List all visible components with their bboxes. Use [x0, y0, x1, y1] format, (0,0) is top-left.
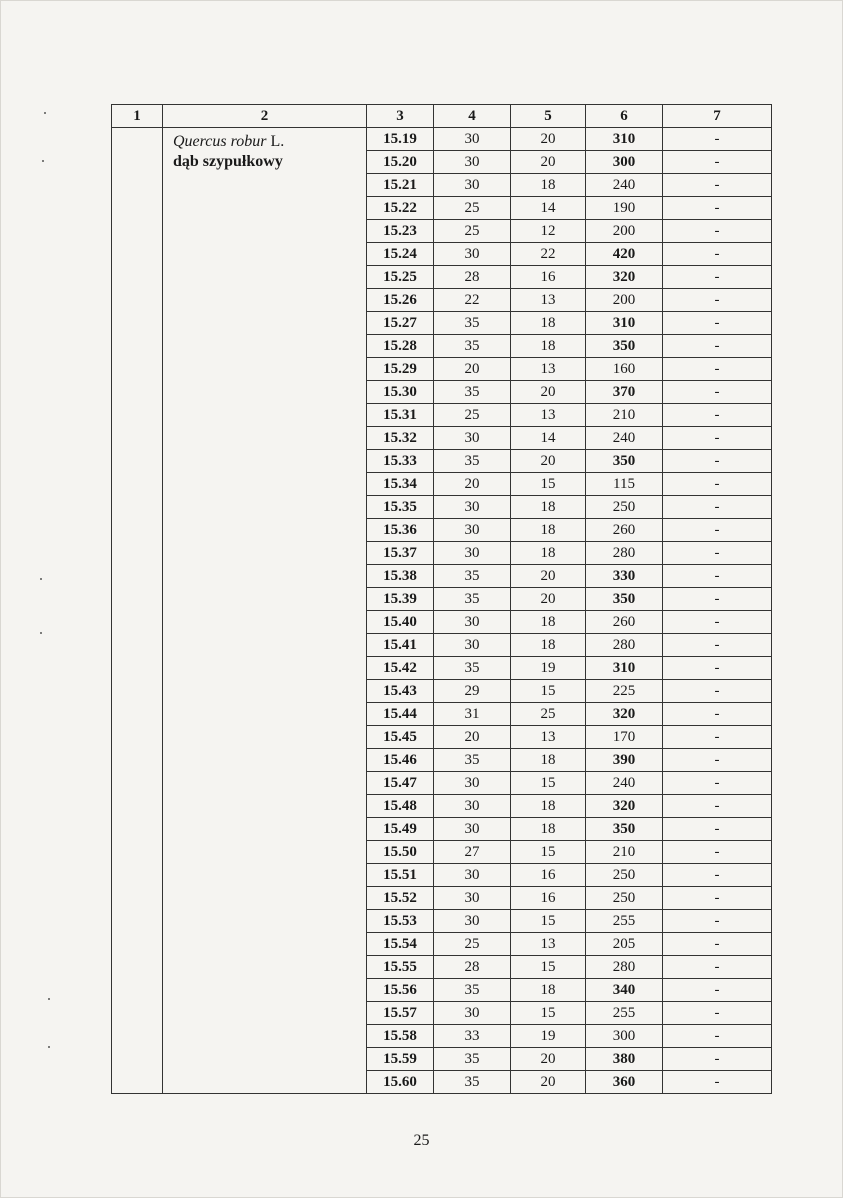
column-6-cell: 310 — [586, 312, 663, 335]
tree-number-cell: 15.39 — [367, 588, 434, 611]
column-6-cell: 370 — [586, 381, 663, 404]
tree-number-cell: 15.36 — [367, 519, 434, 542]
page-number: 25 — [413, 1132, 430, 1149]
tree-number-cell: 15.26 — [367, 289, 434, 312]
column-7-cell: - — [663, 657, 772, 680]
column-7-cell: - — [663, 335, 772, 358]
column-7-cell: - — [663, 519, 772, 542]
scan-speck — [42, 160, 44, 162]
column-4-cell: 30 — [434, 174, 511, 197]
column-5-cell: 15 — [511, 841, 586, 864]
tree-number-cell: 15.58 — [367, 1025, 434, 1048]
column-6-cell: 280 — [586, 634, 663, 657]
column-5-cell: 18 — [511, 335, 586, 358]
column-6-cell: 260 — [586, 611, 663, 634]
column-5-cell: 15 — [511, 772, 586, 795]
column-7-cell: - — [663, 1071, 772, 1094]
column-4-cell: 30 — [434, 519, 511, 542]
column-7-cell: - — [663, 1025, 772, 1048]
column-6-cell: 250 — [586, 887, 663, 910]
column-7-cell: - — [663, 841, 772, 864]
column-4-cell: 35 — [434, 450, 511, 473]
column-7-cell: - — [663, 496, 772, 519]
column-5-cell: 16 — [511, 266, 586, 289]
tree-number-cell: 15.59 — [367, 1048, 434, 1071]
column-5-cell: 20 — [511, 588, 586, 611]
column-7-cell: - — [663, 542, 772, 565]
tree-number-cell: 15.45 — [367, 726, 434, 749]
column-4-cell: 35 — [434, 335, 511, 358]
column-5-cell: 20 — [511, 151, 586, 174]
column-6-cell: 160 — [586, 358, 663, 381]
column-4-cell: 29 — [434, 680, 511, 703]
column-4-cell: 30 — [434, 634, 511, 657]
column-5-cell: 18 — [511, 979, 586, 1002]
column-4-cell: 30 — [434, 496, 511, 519]
column-4-cell: 25 — [434, 197, 511, 220]
tree-number-cell: 15.37 — [367, 542, 434, 565]
tree-number-cell: 15.19 — [367, 128, 434, 151]
column-4-cell: 20 — [434, 726, 511, 749]
tree-number-cell: 15.51 — [367, 864, 434, 887]
tree-number-cell: 15.41 — [367, 634, 434, 657]
tree-number-cell: 15.35 — [367, 496, 434, 519]
column-6-cell: 350 — [586, 588, 663, 611]
column-6-cell: 200 — [586, 220, 663, 243]
column-4-cell: 30 — [434, 910, 511, 933]
column-5-cell: 18 — [511, 795, 586, 818]
column-5-cell: 15 — [511, 1002, 586, 1025]
column-5-cell: 18 — [511, 312, 586, 335]
scan-speck — [48, 998, 50, 1000]
column-6-cell: 240 — [586, 427, 663, 450]
column-6-cell: 390 — [586, 749, 663, 772]
column-5-cell: 18 — [511, 542, 586, 565]
column-6-cell: 205 — [586, 933, 663, 956]
column-6-cell: 255 — [586, 1002, 663, 1025]
column-5-cell: 18 — [511, 611, 586, 634]
column-4-cell: 30 — [434, 427, 511, 450]
tree-number-cell: 15.29 — [367, 358, 434, 381]
column-7-cell: - — [663, 634, 772, 657]
column-7-cell: - — [663, 381, 772, 404]
column-5-cell: 13 — [511, 726, 586, 749]
column-6-cell: 350 — [586, 818, 663, 841]
column-4-cell: 35 — [434, 565, 511, 588]
column-7-cell: - — [663, 933, 772, 956]
column-4-cell: 25 — [434, 404, 511, 427]
column-4-cell: 35 — [434, 979, 511, 1002]
column-6-cell: 250 — [586, 496, 663, 519]
column-4-cell: 35 — [434, 657, 511, 680]
tree-number-cell: 15.28 — [367, 335, 434, 358]
column-5-cell: 19 — [511, 657, 586, 680]
column-6-cell: 420 — [586, 243, 663, 266]
column-7-cell: - — [663, 979, 772, 1002]
column-5-cell: 18 — [511, 818, 586, 841]
tree-number-cell: 15.42 — [367, 657, 434, 680]
column-7-cell: - — [663, 404, 772, 427]
column-5-cell: 22 — [511, 243, 586, 266]
tree-number-cell: 15.25 — [367, 266, 434, 289]
column-5-cell: 18 — [511, 634, 586, 657]
column-4-cell: 31 — [434, 703, 511, 726]
column-4-cell: 30 — [434, 542, 511, 565]
tree-number-cell: 15.20 — [367, 151, 434, 174]
column-6-cell: 225 — [586, 680, 663, 703]
tree-number-cell: 15.40 — [367, 611, 434, 634]
tree-number-cell: 15.31 — [367, 404, 434, 427]
column-5-cell: 13 — [511, 404, 586, 427]
column-7-cell: - — [663, 427, 772, 450]
tree-number-cell: 15.23 — [367, 220, 434, 243]
column-7-cell: - — [663, 611, 772, 634]
column-5-cell: 15 — [511, 956, 586, 979]
column-5-cell: 18 — [511, 519, 586, 542]
column-4-cell: 30 — [434, 128, 511, 151]
column-5-cell: 15 — [511, 680, 586, 703]
column-6-cell: 255 — [586, 910, 663, 933]
species-common-name: dąb szypułkowy — [173, 153, 283, 170]
column-5-cell: 18 — [511, 496, 586, 519]
column-4-cell: 20 — [434, 358, 511, 381]
column-7-cell: - — [663, 726, 772, 749]
column-6-cell: 210 — [586, 404, 663, 427]
column-4-cell: 20 — [434, 473, 511, 496]
column-5-cell: 16 — [511, 887, 586, 910]
tree-number-cell: 15.49 — [367, 818, 434, 841]
column-6-cell: 350 — [586, 450, 663, 473]
species-author: L. — [270, 133, 285, 150]
column-5-cell: 18 — [511, 174, 586, 197]
tree-number-cell: 15.54 — [367, 933, 434, 956]
column-7-cell: - — [663, 450, 772, 473]
column-4-cell: 30 — [434, 818, 511, 841]
tree-number-cell: 15.33 — [367, 450, 434, 473]
column-5-cell: 15 — [511, 473, 586, 496]
tree-number-cell: 15.24 — [367, 243, 434, 266]
column-7-cell: - — [663, 312, 772, 335]
column-4-cell: 35 — [434, 1071, 511, 1094]
scan-speck — [40, 632, 42, 634]
tree-number-cell: 15.30 — [367, 381, 434, 404]
column-7-cell: - — [663, 197, 772, 220]
column-6-cell: 300 — [586, 1025, 663, 1048]
column-6-cell: 320 — [586, 795, 663, 818]
tree-number-cell: 15.57 — [367, 1002, 434, 1025]
tree-number-cell: 15.50 — [367, 841, 434, 864]
column-7-cell: - — [663, 680, 772, 703]
column-6-cell: 190 — [586, 197, 663, 220]
column-7-cell: - — [663, 565, 772, 588]
column-4-cell: 30 — [434, 795, 511, 818]
column-6-cell: 200 — [586, 289, 663, 312]
column-5-cell: 16 — [511, 864, 586, 887]
column-4-cell: 35 — [434, 749, 511, 772]
tree-number-cell: 15.46 — [367, 749, 434, 772]
column-5-cell: 13 — [511, 358, 586, 381]
column-7-cell: - — [663, 151, 772, 174]
column-header-7: 7 — [663, 105, 772, 128]
column-6-cell: 210 — [586, 841, 663, 864]
column-4-cell: 30 — [434, 243, 511, 266]
column-7-cell: - — [663, 749, 772, 772]
tree-number-cell: 15.32 — [367, 427, 434, 450]
tree-inventory-table — [111, 104, 772, 1094]
column-5-cell: 15 — [511, 910, 586, 933]
tree-number-cell: 15.55 — [367, 956, 434, 979]
column-header-5: 5 — [511, 105, 586, 128]
column-7-cell: - — [663, 795, 772, 818]
column-header-2: 2 — [163, 105, 367, 128]
column-4-cell: 35 — [434, 1048, 511, 1071]
column-7-cell: - — [663, 956, 772, 979]
column-6-cell: 260 — [586, 519, 663, 542]
scan-speck — [40, 578, 42, 580]
column-4-cell: 30 — [434, 887, 511, 910]
column-4-cell: 35 — [434, 588, 511, 611]
column-6-cell: 360 — [586, 1071, 663, 1094]
column-4-cell: 30 — [434, 1002, 511, 1025]
column-4-cell: 22 — [434, 289, 511, 312]
column-7-cell: - — [663, 864, 772, 887]
column-4-cell: 35 — [434, 312, 511, 335]
column-7-cell: - — [663, 358, 772, 381]
column-4-cell: 30 — [434, 864, 511, 887]
column-4-cell: 28 — [434, 266, 511, 289]
column-7-cell: - — [663, 473, 772, 496]
tree-number-cell: 15.21 — [367, 174, 434, 197]
column-5-cell: 14 — [511, 427, 586, 450]
column-5-cell: 13 — [511, 289, 586, 312]
column-5-cell: 20 — [511, 1048, 586, 1071]
species-cell — [163, 128, 367, 1094]
column-4-cell: 27 — [434, 841, 511, 864]
column-7-cell: - — [663, 266, 772, 289]
column-7-cell: - — [663, 703, 772, 726]
column-6-cell: 240 — [586, 772, 663, 795]
group-number-cell — [112, 128, 163, 1094]
column-header-1: 1 — [112, 105, 163, 128]
column-6-cell: 310 — [586, 657, 663, 680]
column-6-cell: 280 — [586, 542, 663, 565]
column-4-cell: 25 — [434, 933, 511, 956]
column-7-cell: - — [663, 1002, 772, 1025]
tree-number-cell: 15.43 — [367, 680, 434, 703]
column-6-cell: 380 — [586, 1048, 663, 1071]
tree-number-cell: 15.38 — [367, 565, 434, 588]
column-6-cell: 330 — [586, 565, 663, 588]
column-6-cell: 240 — [586, 174, 663, 197]
column-6-cell: 320 — [586, 703, 663, 726]
column-6-cell: 350 — [586, 335, 663, 358]
scan-speck — [48, 1046, 50, 1048]
column-6-cell: 320 — [586, 266, 663, 289]
column-5-cell: 20 — [511, 381, 586, 404]
column-7-cell: - — [663, 818, 772, 841]
column-6-cell: 280 — [586, 956, 663, 979]
header-row — [112, 105, 772, 128]
column-6-cell: 115 — [586, 473, 663, 496]
column-5-cell: 20 — [511, 565, 586, 588]
column-5-cell: 20 — [511, 450, 586, 473]
column-header-3: 3 — [367, 105, 434, 128]
scan-speck — [44, 112, 46, 114]
column-7-cell: - — [663, 1048, 772, 1071]
column-header-6: 6 — [586, 105, 663, 128]
column-4-cell: 25 — [434, 220, 511, 243]
column-7-cell: - — [663, 220, 772, 243]
tree-number-cell: 15.34 — [367, 473, 434, 496]
column-5-cell: 12 — [511, 220, 586, 243]
column-7-cell: - — [663, 887, 772, 910]
column-6-cell: 300 — [586, 151, 663, 174]
column-5-cell: 20 — [511, 128, 586, 151]
tree-number-cell: 15.52 — [367, 887, 434, 910]
tree-number-cell: 15.44 — [367, 703, 434, 726]
tree-number-cell: 15.22 — [367, 197, 434, 220]
tree-number-cell: 15.47 — [367, 772, 434, 795]
tree-number-cell: 15.27 — [367, 312, 434, 335]
column-4-cell: 35 — [434, 381, 511, 404]
column-7-cell: - — [663, 243, 772, 266]
table-row — [112, 128, 772, 151]
column-5-cell: 25 — [511, 703, 586, 726]
column-7-cell: - — [663, 910, 772, 933]
column-7-cell: - — [663, 772, 772, 795]
column-7-cell: - — [663, 588, 772, 611]
column-6-cell: 310 — [586, 128, 663, 151]
tree-number-cell: 15.60 — [367, 1071, 434, 1094]
column-4-cell: 33 — [434, 1025, 511, 1048]
column-5-cell: 18 — [511, 749, 586, 772]
column-7-cell: - — [663, 174, 772, 197]
column-6-cell: 170 — [586, 726, 663, 749]
column-7-cell: - — [663, 289, 772, 312]
column-5-cell: 13 — [511, 933, 586, 956]
column-5-cell: 19 — [511, 1025, 586, 1048]
column-5-cell: 20 — [511, 1071, 586, 1094]
column-4-cell: 30 — [434, 151, 511, 174]
tree-number-cell: 15.56 — [367, 979, 434, 1002]
column-5-cell: 14 — [511, 197, 586, 220]
column-4-cell: 28 — [434, 956, 511, 979]
column-6-cell: 250 — [586, 864, 663, 887]
column-4-cell: 30 — [434, 772, 511, 795]
tree-number-cell: 15.48 — [367, 795, 434, 818]
column-6-cell: 340 — [586, 979, 663, 1002]
species-latin-name: Quercus robur — [173, 133, 267, 150]
column-header-4: 4 — [434, 105, 511, 128]
column-4-cell: 30 — [434, 611, 511, 634]
column-7-cell: - — [663, 128, 772, 151]
tree-number-cell: 15.53 — [367, 910, 434, 933]
